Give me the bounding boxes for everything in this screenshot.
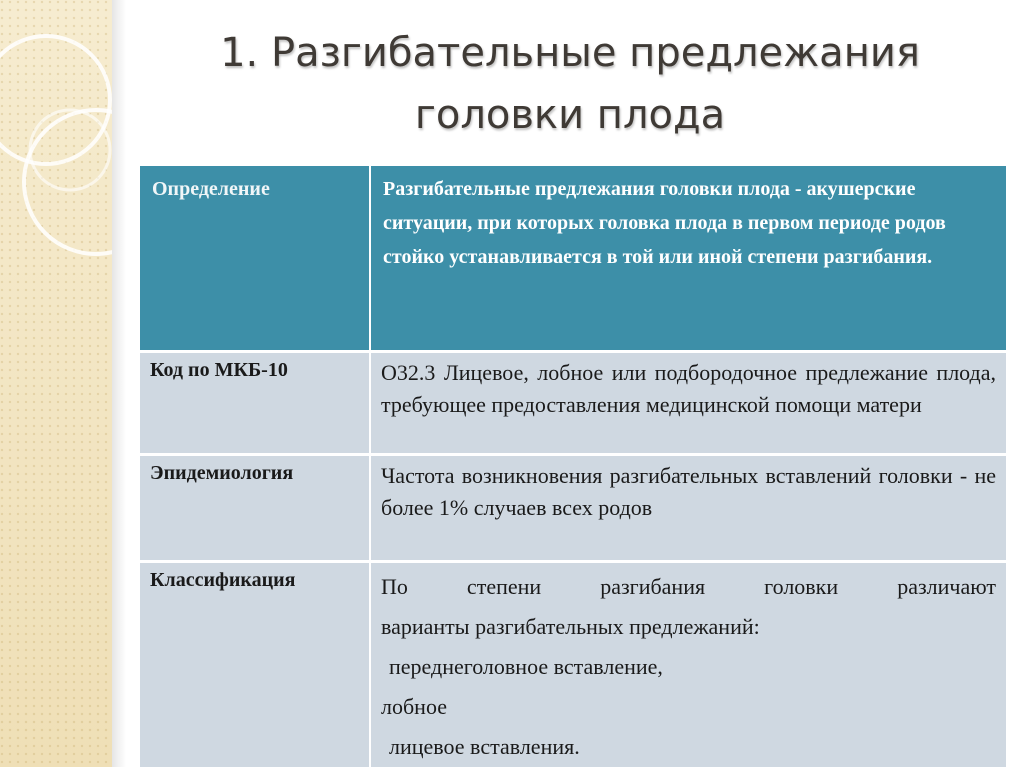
slide-title-line-1: 1. Разгибательные предлежания bbox=[220, 30, 920, 76]
classification-line: лобное bbox=[381, 694, 447, 719]
table-row-definition bbox=[140, 166, 1006, 352]
epidemiology-value: Частота возникновения разгибательных вставлений головки - не более 1% случаев всех родов bbox=[370, 455, 1006, 562]
classification-line: По степени разгибания головки различают bbox=[381, 574, 996, 599]
definition-key: Определение bbox=[140, 166, 370, 352]
classification-value bbox=[370, 562, 1006, 767]
classification-line: варианты разгибательных предлежаний: bbox=[381, 614, 760, 639]
classification-key: Классификация bbox=[140, 562, 370, 767]
table-row-epidemiology bbox=[140, 455, 1006, 562]
side-band-shadow bbox=[112, 0, 126, 767]
mkb-value: О32.3 Лицевое, лобное или подбородочное предлежание плода, требующее предоставления медицинской помощи матери bbox=[370, 352, 1006, 455]
definition-value: Разгибательные предлежания головки плода - акушерские ситуации, при которых головка плода в первом периоде родов стойко устанавливается в той или иной степени разгибания. bbox=[370, 166, 1006, 352]
table-row-classification bbox=[140, 562, 1006, 767]
info-table bbox=[140, 166, 1006, 767]
mkb-key: Код по МКБ-10 bbox=[140, 352, 370, 455]
epidemiology-key: Эпидемиология bbox=[140, 455, 370, 562]
decorative-side-band bbox=[0, 0, 112, 767]
table-row-mkb bbox=[140, 352, 1006, 455]
slide-title-line-2: головки плода bbox=[414, 92, 726, 138]
classification-line: переднеголовное вставление, bbox=[389, 654, 663, 679]
slide-title bbox=[130, 22, 1010, 146]
circle-ornament-icon bbox=[0, 0, 112, 767]
classification-line: лицевое вставления. bbox=[389, 734, 580, 759]
